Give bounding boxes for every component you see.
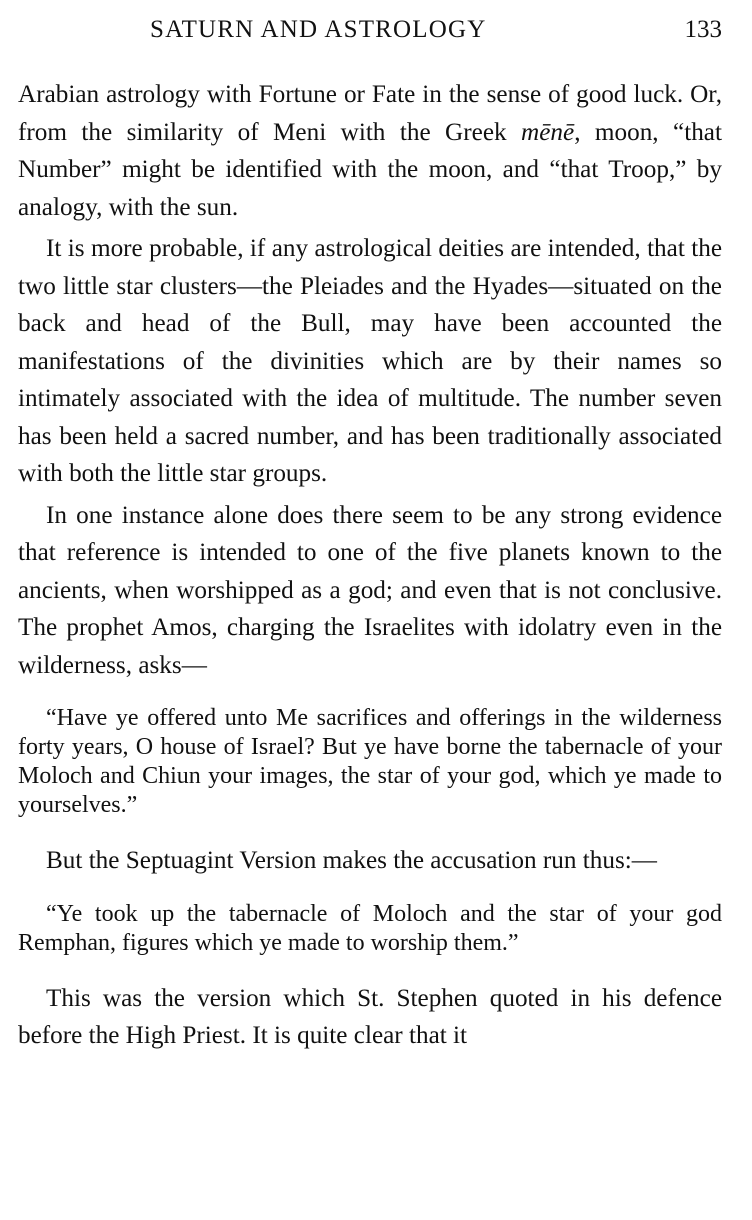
- paragraph-1: [18, 76, 722, 226]
- paragraph-5: This was the version which St. Stephen quoted in his defence before the High Priest. It is quite clear that it: [18, 984, 722, 1049]
- paragraph-4: But the Septuagint Version makes the accusation run thus:—: [46, 847, 657, 874]
- block-quote-amos: “Have ye offered unto Me sacrifices and offerings in the wilderness forty years, O house of Israel? But ye have borne the tabernacle of your Moloch and Chiun your images, the star of your god, which ye made to yourselves.”: [18, 705, 722, 818]
- paragraph-3: In one instance alone does there seem to be any strong evidence that reference is intended to one of the five planets known to the ancients, when worshipped as a god; and even that is not conclusive. The prophet Amos, charging the Israelites with idolatry even in the wilderness, asks—: [18, 501, 722, 679]
- page-header: [0, 16, 752, 50]
- running-title: SATURN AND ASTROLOGY: [150, 16, 487, 43]
- body-text: [18, 76, 722, 1055]
- block-quote-septuagint: “Ye took up the tabernacle of Moloch and the star of your god Remphan, figures which ye made to worship them.”: [18, 900, 722, 956]
- paragraph-1-start: Arabian astrology with Fortune or Fate in the sense of good luck. Or, from the similarity of Meni with the Greek: [18, 81, 722, 146]
- page-number: 133: [684, 16, 722, 43]
- greek-word: mēnē: [521, 118, 575, 146]
- paragraph-1-end: , moon, “that Number” might be identified with the moon, and “that Troop,” by analogy, with the sun.: [18, 118, 722, 221]
- paragraph-2: It is more probable, if any astrological deities are intended, that the two little star clusters—the Pleiades and the Hyades—situated on the back and head of the Bull, may have been accounted the manifestations of the divinities which are by their names so intimately associated with the idea of multitude. The number seven has been held a sacred number, and has been traditionally associated with both the little star groups.: [18, 235, 722, 487]
